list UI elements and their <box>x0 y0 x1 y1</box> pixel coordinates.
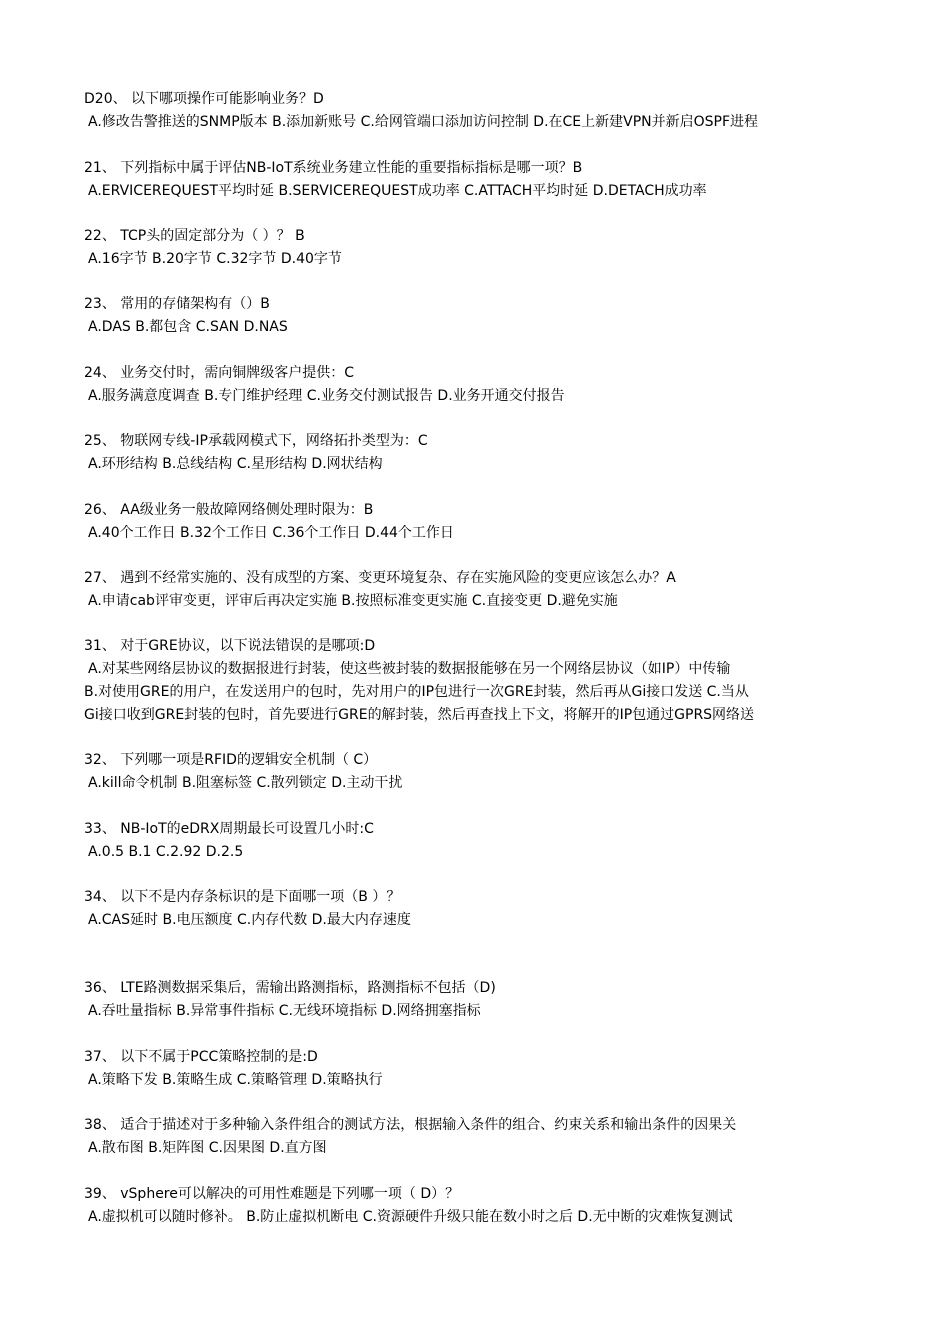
question-block <box>84 567 884 613</box>
question-text: 33、 NB-IoT的eDRX周期最长可设置几小时:C <box>84 821 374 837</box>
question-text: 31、 对于GRE协议，以下说法错误的是哪项:D <box>84 638 376 654</box>
question-options: A.kill命令机制 B.阻塞标签 C.散列锁定 D.主动干扰 <box>88 775 403 791</box>
question-options: A.策略下发 B.策略生成 C.策略管理 D.策略执行 <box>88 1072 383 1088</box>
question-block <box>84 430 884 476</box>
question-options: A.申请cab评审变更，评审后再决定实施 B.按照标准变更实施 C.直接变更 D.避免实施 <box>88 593 618 609</box>
question-text: 21、 下列指标中属于评估NB-IoT系统业务建立性能的重要指标指标是哪一项？B <box>84 160 583 176</box>
question-text: 34、 以下不是内存条标识的是下面哪一项（B ）？ <box>84 889 401 905</box>
question-options: A.吞吐量指标 B.异常事件指标 C.无线环境指标 D.网络拥塞指标 <box>88 1003 481 1019</box>
question-text: 39、 vSphere可以解决的可用性难题是下列哪一项（ D）？ <box>84 1186 460 1202</box>
question-options: A.16字节 B.20字节 C.32字节 D.40字节 <box>88 251 342 267</box>
question-text: 38、 适合于描述对于多种输入条件组合的测试方法，根据输入条件的组合、约束关系和输出条件的因果关 <box>84 1117 737 1133</box>
question-text: D20、 以下哪项操作可能影响业务？D <box>84 91 324 107</box>
question-block <box>84 499 884 545</box>
question-block <box>84 88 884 134</box>
question-options: A.0.5 B.1 C.2.92 D.2.5 <box>88 844 244 860</box>
question-options: A.DAS B.都包含 C.SAN D.NAS <box>88 319 288 335</box>
question-block <box>84 1046 884 1092</box>
question-options: A.散布图 B.矩阵图 C.因果图 D.直方图 <box>88 1140 327 1156</box>
question-options: A.虚拟机可以随时修补。 B.防止虚拟机断电 C.资源硬件升级只能在数小时之后 D.无中断的灾难恢复测试 <box>88 1209 733 1225</box>
question-options-continued: Gi接口收到GRE封装的包时，首先要进行GRE的解封装，然后再查找上下文，将解开的IP包通过GPRS网络送 <box>84 707 755 723</box>
question-block <box>84 886 884 932</box>
question-options: A.服务满意度调查 B.专门维护经理 C.业务交付测试报告 D.业务开通交付报告 <box>88 388 565 404</box>
question-text: 25、 物联网专线-IP承载网模式下，网络拓扑类型为：C <box>84 433 428 449</box>
question-text: 24、 业务交付时，需向铜牌级客户提供：C <box>84 365 355 381</box>
question-block <box>84 818 884 864</box>
question-options: A.对某些网络层协议的数据报进行封装，使这些被封装的数据报能够在另一个网络层协议（如IP）中传输 <box>88 661 731 677</box>
question-block <box>84 293 884 339</box>
question-block <box>84 157 884 203</box>
question-options: A.修改告警推送的SNMP版本 B.添加新账号 C.给网管端口添加访问控制 D.在CE上新建VPN并新启OSPF进程 <box>88 114 759 130</box>
question-text: 37、 以下不属于PCC策略控制的是:D <box>84 1049 318 1065</box>
question-text: 27、 遇到不经常实施的、没有成型的方案、变更环境复杂、存在实施风险的变更应该怎么办？A <box>84 570 676 586</box>
question-text: 23、 常用的存储架构有（）B <box>84 296 270 312</box>
question-block <box>84 1183 884 1229</box>
question-text: 32、 下列哪一项是RFID的逻辑安全机制（ C） <box>84 752 378 768</box>
question-text: 26、 AA级业务一般故障网络侧处理时限为：B <box>84 502 374 518</box>
question-options: A.ERVICEREQUEST平均时延 B.SERVICEREQUEST成功率 C.ATTACH平均时延 D.DETACH成功率 <box>88 183 707 199</box>
question-text: 22、 TCP头的固定部分为（ ）？ B <box>84 228 305 244</box>
question-text: 36、 LTE路测数据采集后，需输出路测指标，路测指标不包括（D) <box>84 980 496 996</box>
question-block <box>84 1114 884 1160</box>
question-options: A.环形结构 B.总线结构 C.星形结构 D.网状结构 <box>88 456 383 472</box>
question-block <box>84 362 884 408</box>
question-block <box>84 749 884 795</box>
question-block <box>84 635 884 727</box>
question-block <box>84 977 884 1023</box>
question-options: A.40个工作日 B.32个工作日 C.36个工作日 D.44个工作日 <box>88 525 454 541</box>
question-options-continued: B.对使用GRE的用户，在发送用户的包时，先对用户的IP包进行一次GRE封装，然后再从Gi接口发送 C.当从 <box>84 684 749 700</box>
question-block <box>84 225 884 271</box>
question-options: A.CAS延时 B.电压额度 C.内存代数 D.最大内存速度 <box>88 912 411 928</box>
